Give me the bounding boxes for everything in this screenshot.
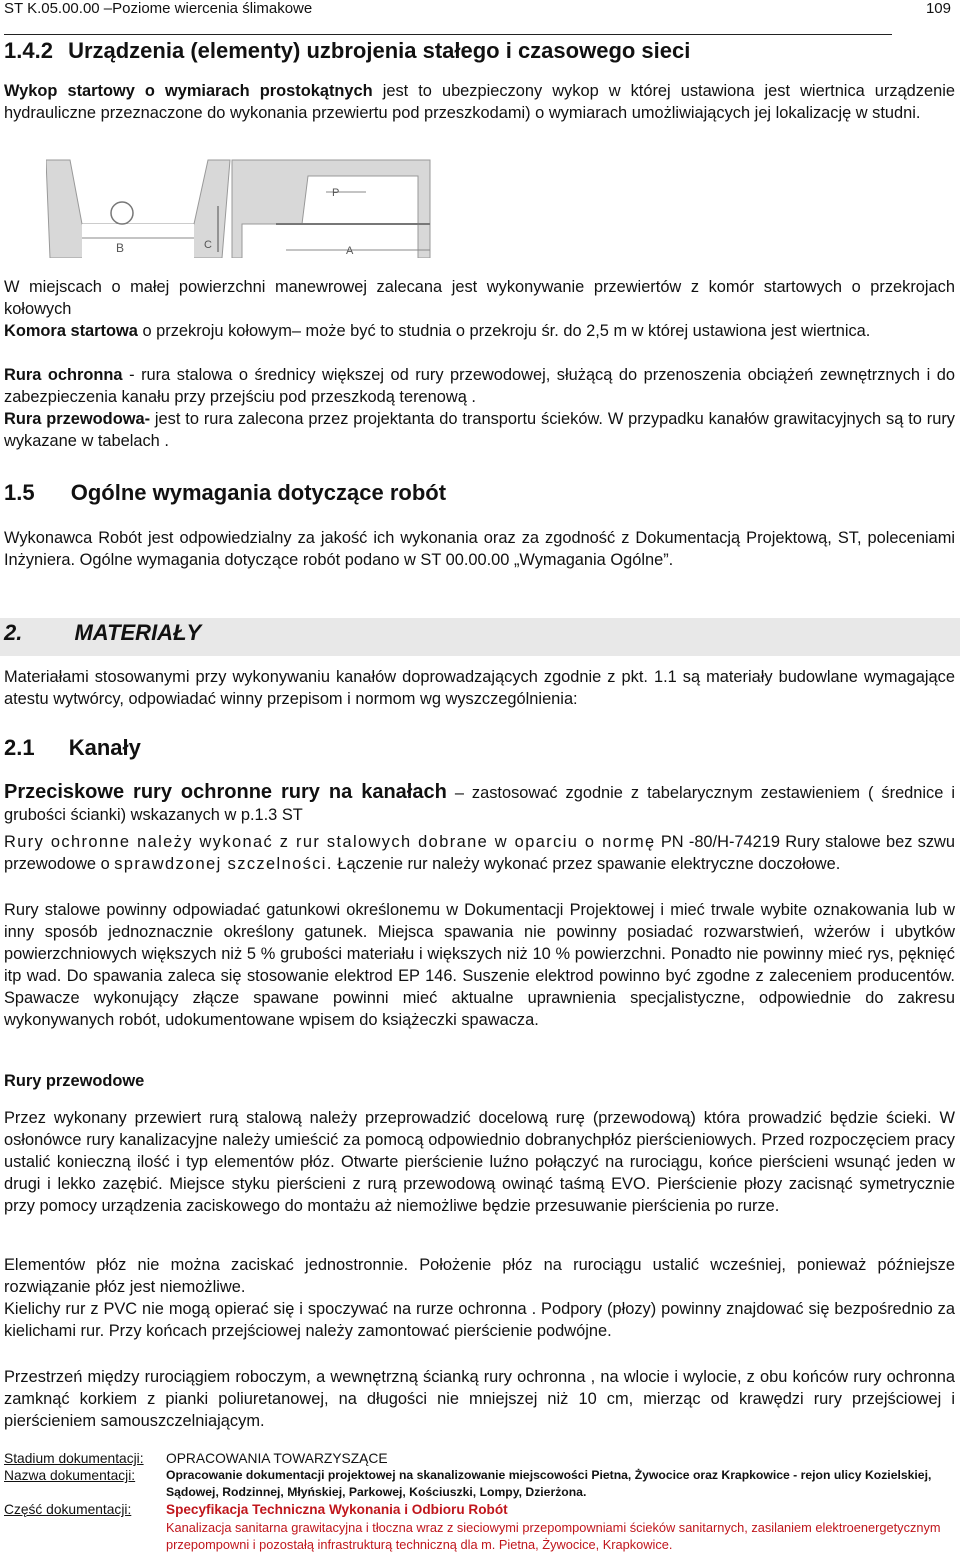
pipe-circle <box>111 202 133 224</box>
label-b: B <box>116 241 125 255</box>
paragraph-przestrzen: Przestrzeń między rurociągiem roboczym, a wewnętrzną ścianką rury ochronna , na wlocie i wylocie, z obu końców rury ochronna zamknąć korkiem z pianki poliuretanowej, na długości nie mniejszej niż 10 cm, mierząc od krawędzi rury przejściowej i pierścieniem samouszczelniającym. <box>4 1368 955 1430</box>
footer-name-value-2: Sądowej, Rodzinnej, Młyńskiej, Parkowej, Kościuszki, Lompy, Dzierżona. <box>166 1485 587 1499</box>
paragraph-wykop: Wykop startowy o wymiarach prostokątnych jest to ubezpieczony wykop w której ustawiona jest wiertnica urządzenie hydrauliczne przeznaczone do wykonania przewiertu pod przeszkodami) o wymiarach umożliwiających jej lokalizację w studni. <box>4 82 955 122</box>
section-1-4-2-heading <box>4 38 690 64</box>
paragraph-wymagania: Wykonawca Robót jest odpowiedzialny za jakość ich wykonania oraz za zgodność z Dokumentacją Projektową, ST, poleceniami Inżyniera. Ogólne wymagania dotyczące robót podano w ST 00.00.00 „Wymagania Ogólne”. <box>4 529 955 569</box>
paragraph-rura-przewodowa: Rura przewodowa- jest to rura zalecona przez projektanta do transportu ścieków. W przypadku kanałów grawitacyjnych są to rury wykazane w tabelach . <box>4 410 955 450</box>
header-rule <box>4 34 892 35</box>
excavation-diagram <box>46 152 446 258</box>
label-c: C <box>204 239 212 251</box>
paragraph-rura-ochronna: Rura ochronna - rura stalowa o średnicy większej od rury przewodowej, służącą do przenoszenia obciążeń zewnętrznych i do zabezpieczenia kanału przy przejściu pod przeszkodą terenową . <box>4 366 955 406</box>
footer-part-label: Część dokumentacji: <box>4 1502 132 1517</box>
right-pit-figure <box>204 160 430 258</box>
paragraph-rury-ochronne: Rury ochronne należy wykonać z rur stalowych dobrane w oparciu o normę PN -80/H-74219 Rury stalowe bez szwu przewodowe o sprawdzonej szczelności. Łączenie rur należy wykonać przez spawanie elektryczne doczołowe. <box>4 833 955 873</box>
footer-name-label: Nazwa dokumentacji: <box>4 1468 136 1483</box>
paragraph-przewiert: Przez wykonany przewiert rurą stalową należy przeprowadzić docelową rurę (przewodową) która prowadzić będzie ścieki. W osłonówce rury kanalizacyjne należy umieścić za pomocą odpowiednio dobranychpłóz pierścieniowych. Przed rozpoczęciem pracy ustalić konieczną ilość i typ elementów płóz. Otwarte pierścienie luźno połączyć na rurociągu, końce pierścieni wsunąć jeden w drugi i lekko zazębić. Miejsce styku pierścieni z rurą przewodową owinąć taśmą EVO. Pierścienie płozy zacisnąć symetrycznie przy pomocy urządzenia zaciskowego do montażu aż niemożliwe będzie przesuwanie pierścienia po rurze. <box>4 1109 955 1215</box>
paragraph-przeciskowe: Przeciskowe rury ochronne rury na kanałach – zastosować zgodnie z tabelarycznym zestawieniem ( średnice i grubości ścianki) wskazanych w p.1.3 ST <box>4 781 955 824</box>
footer-part-desc-1: Kanalizacja sanitarna grawitacyjna i tłoczna wraz z sieciowymi przepompowniami ścieków sanitarnych, zasilaniem elektroenergetycznym <box>166 1520 941 1535</box>
term-wykop: Wykop startowy o wymiarach prostokątnych <box>4 82 373 100</box>
label-p: P <box>332 187 340 199</box>
footer-name-value-1: Opracowanie dokumentacji projektowej na skanalizowanie miejscowości Pietna, Żywocice oraz Krapkowice - rejon ulicy Kozielskiej, <box>166 1468 932 1482</box>
left-pit-figure <box>46 160 230 258</box>
footer-stage-label: Stadium dokumentacji: <box>4 1451 144 1466</box>
footer-part-value: Specyfikacja Techniczna Wykonania i Odbioru Robót <box>166 1502 508 1517</box>
section-2-heading: 2. MATERIAŁY <box>4 620 202 645</box>
paragraph-komora-startowa: Komora startowa o przekroju kołowym– może być to studnia o przekroju śr. do 2,5 m w której ustawiona jest wiertnica. <box>4 322 871 340</box>
page-number: 109 <box>925 0 951 17</box>
section-title: Urządzenia (elementy) uzbrojenia stałego i czasowego sieci <box>68 38 691 63</box>
subheading-rury-przewodowe: Rury przewodowe <box>4 1072 145 1090</box>
paragraph-rury-stalowe: Rury stalowe powinny odpowiadać gatunkowi określonemu w Dokumentacji Projektowej i mieć trwale wybite oznakowania lub w inny sposób jednoznacznie określony gatunek. Miejsca spawania nie powinny posiadać rozwarstwień, wżerów i ubytków powierzchniowych większych niż 5 % grubości materiału i większych niż 10 % powierzchni. Ponadto nie powinny mieć rys, pęknięć itp wad. Do spawania zaleca się stosowanie elektrod EP 146. Suszenie elektrod powinno być zgodne z zaleceniem producentów. Spawacze wykonujący złącze spawane powinni mieć aktualne uprawnienia specjalistyczne, odpowiednie do zakresu wykonywanych robót, udokumentowane wpisem do książeczki spawacza. <box>4 901 955 1029</box>
section-number: 1.4.2 <box>4 38 53 63</box>
section-1-5-heading: 1.5 Ogólne wymagania dotyczące robót <box>4 480 447 505</box>
paragraph-komory: W miejscach o małej powierzchni manewrowej zalecana jest wykonywanie przewiertów z komór startowych o przekrojach kołowych <box>4 278 955 318</box>
paragraph-plozy: Elementów płóz nie można zaciskać jednostronnie. Położenie płóz na rurociągu ustalić wcześniej, ponieważ późniejsze rozwiązanie płóz jest niemożliwe. <box>4 1256 955 1296</box>
paragraph-kielichy: Kielichy rur z PVC nie mogą opierać się i spoczywać na rurze ochronna . Podpory (płozy) powinny znajdować się bezpośrednio za kielichami rur. Przy końcach przejściowej należy zamontować pierścienie podwójne. <box>4 1300 955 1340</box>
running-header: ST K.05.00.00 –Poziome wiercenia ślimakowe <box>4 0 313 17</box>
section-2-1-heading: 2.1 Kanały <box>4 735 141 760</box>
paragraph-materialy: Materiałami stosowanymi przy wykonywaniu kanałów doprowadzających zgodnie z pkt. 1.1 są materiały budowlane wymagające atestu wytwórcy, odpowiadać winny przepisom i normom wg wyszczególnienia: <box>4 668 955 708</box>
footer-part-desc-2: przepompowni i pozostałą infrastrukturą techniczną dla m. Pietna, Żywocice, Krapkowice. <box>166 1537 673 1552</box>
label-a: A <box>346 245 354 257</box>
footer-stage-value: OPRACOWANIA TOWARZYSZĄCE <box>166 1451 388 1466</box>
